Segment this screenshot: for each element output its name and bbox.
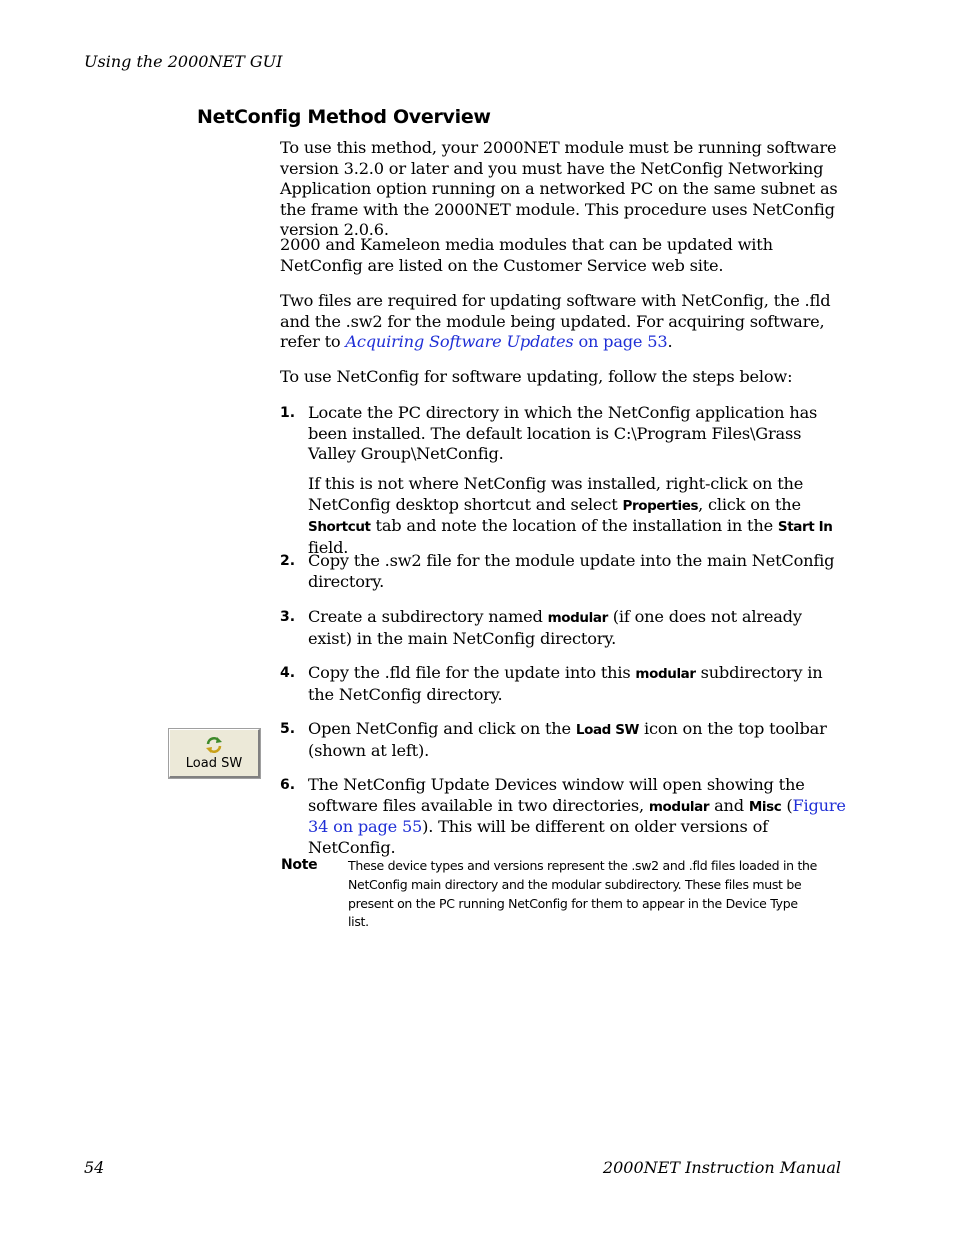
page-number: 54: [84, 1158, 105, 1177]
step-6-and: and: [714, 795, 744, 815]
step-6-text: [308, 775, 848, 858]
modular-keyword: modular: [547, 610, 608, 626]
step-4-text-b: subdirectory in the NetConfig directory.: [308, 663, 823, 704]
intro-paragraph-4: To use NetConfig for software updating, follow the steps below:: [280, 367, 793, 386]
step-2-text: Copy the .sw2 file for the module update into the main NetConfig directory.: [308, 551, 835, 591]
step-number: 3.: [280, 609, 296, 625]
step-5-text: [308, 719, 848, 761]
step-4-text-a: Copy the .fld file for the update into this: [308, 663, 631, 682]
step-5-text-a: Open NetConfig and click on the: [308, 719, 571, 738]
step-5-text-b: icon on the top toolbar (shown at left).: [308, 719, 827, 760]
figure-34-link[interactable]: Figure 34 on page 55: [308, 795, 846, 836]
step-1-sub-c: tab and note the location of the installation in the: [375, 516, 773, 535]
start-in-keyword: Start In: [777, 519, 833, 535]
manual-title: 2000NET Instruction Manual: [602, 1158, 841, 1177]
modular-keyword: modular: [635, 666, 696, 682]
intro-paragraph-2: 2000 and Kameleon media modules that can be updated with NetConfig are listed on the Customer Service web site.: [280, 235, 773, 275]
load-sw-button[interactable]: [169, 729, 260, 778]
step-1-sub-a: If this is not where NetConfig was installed, right-click on the NetConfig desktop shortcut and select: [308, 474, 804, 514]
note-label: Note: [281, 857, 318, 873]
load-sw-keyword: Load SW: [575, 722, 640, 738]
acquiring-software-link[interactable]: Acquiring Software Updates: [345, 332, 574, 351]
modular-keyword: modular: [648, 798, 710, 815]
intro-paragraph-3: [280, 291, 845, 353]
step-number: 2.: [280, 553, 296, 569]
step-4-text: [308, 663, 848, 705]
step-number: 4.: [280, 665, 296, 681]
running-header: Using the 2000NET GUI: [84, 52, 283, 71]
section-title: NetConfig Method Overview: [197, 106, 491, 128]
note-text: These device types and versions represent the .sw2 and .fld files loaded in the NetConfig main directory and the modular subdirectory. These files must be present on the PC running NetConfig for them to appear in the Device Type list.: [348, 858, 818, 930]
p3-text-before: Two files are required for updating software with NetConfig, the .fld and the .sw2 for the module being updated. For acquiring software, refer to: [280, 291, 831, 351]
shortcut-keyword: Shortcut: [308, 519, 371, 535]
misc-keyword: Misc: [748, 798, 782, 815]
step-6-paren: (: [786, 795, 793, 815]
step-3-text: [308, 607, 848, 649]
load-sw-label: Load SW: [185, 756, 243, 771]
refresh-arrows-icon: [204, 735, 224, 755]
step-3-text-a: Create a subdirectory named: [308, 607, 543, 626]
p3-text-after: .: [667, 332, 673, 351]
step-6-text-b: ). This will be different on older versions of NetConfig.: [308, 817, 768, 857]
step-number: 5.: [280, 721, 296, 737]
step-number: 1.: [280, 405, 296, 421]
step-1-sub-b: , click on the: [698, 494, 801, 514]
properties-keyword: Properties: [622, 497, 699, 514]
step-6-text-a: The NetConfig Update Devices window will open showing the software files available in two directories,: [308, 775, 805, 815]
step-1-text: Locate the PC directory in which the NetConfig application has been installed. The default location is C:\Program Files\Grass Valley Group\NetConfig.: [308, 403, 818, 463]
page-53-link[interactable]: on page 53: [578, 332, 668, 351]
step-1-sub-d: field.: [308, 537, 349, 557]
step-number: 6.: [280, 777, 296, 793]
step-3-text-b: (if one does not already exist) in the main NetConfig directory.: [308, 607, 802, 648]
step-1-subparagraph: [308, 474, 848, 558]
intro-paragraph-1: To use this method, your 2000NET module must be running software version 3.2.0 or later and you must have the NetConfig Networking Application option running on a networked PC on the same subnet as the frame with the 2000NET module. This procedure uses NetConfig version 2.0.6.: [280, 138, 838, 239]
